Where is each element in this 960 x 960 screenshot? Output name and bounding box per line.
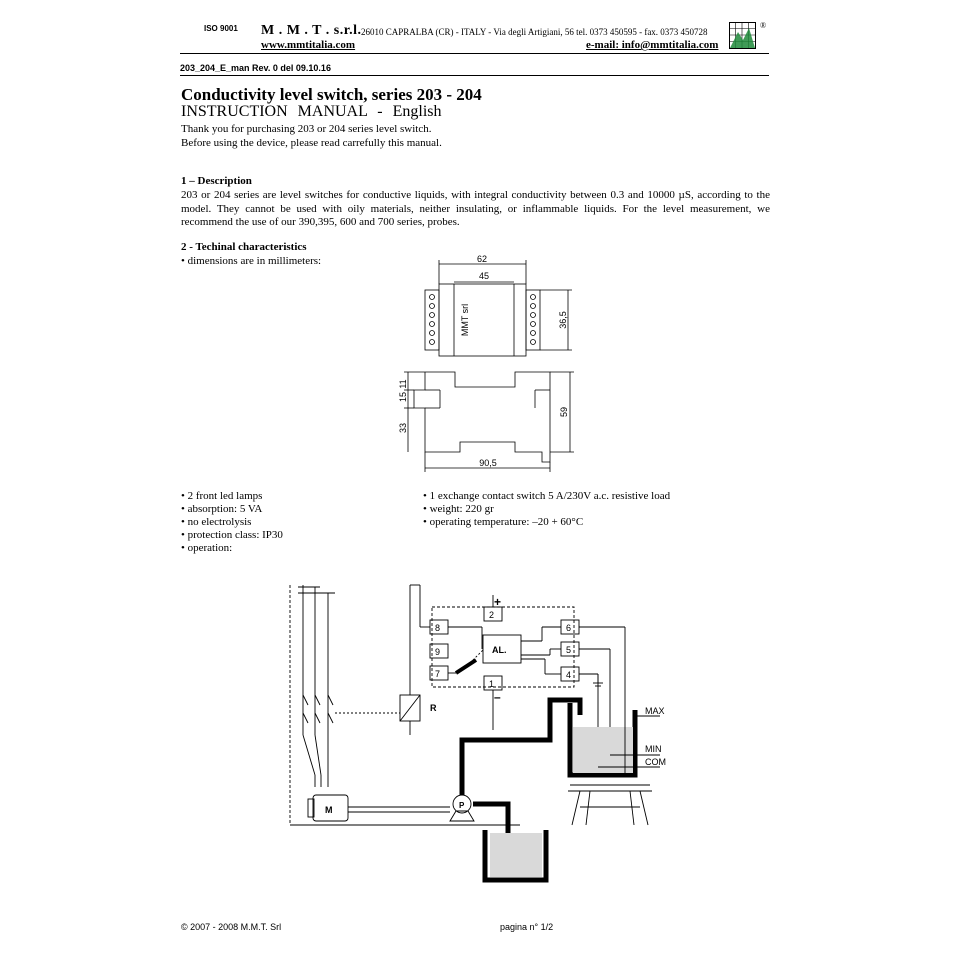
feature-item: • 2 front led lamps [181, 490, 263, 502]
feature-item: • absorption: 5 VA [181, 503, 263, 515]
terminal-2: 2 [489, 610, 495, 620]
dimension-drawing [390, 250, 590, 480]
intro-text [181, 123, 442, 150]
email-link[interactable]: e-mail: info@mmtitalia.com [586, 39, 719, 51]
footer-page-number: pagina n° 1/2 [500, 922, 554, 932]
feature-item: • no electrolysis [181, 516, 252, 528]
right-terminal-holes [531, 295, 536, 345]
company-logo-icon [729, 22, 756, 49]
feature-item: • operating temperature: –20 + 60°C [423, 516, 584, 528]
device-label: MMT srl [460, 303, 470, 337]
relay-label: R [430, 703, 437, 713]
section1-text: 203 or 204 series are level switches for conductive liquids, with integral conductivity between 0.3 and 10000 µS, according to the model. They cannot be used with oily materials, neither insulating, or inflammable liquids. For the level measurement, we recommend the use of our 390,395, 600 and 700 series, probes. [181, 189, 770, 228]
upper-tank-liquid [573, 727, 633, 773]
dim-36-5: 36,5 [558, 311, 568, 329]
page-title: Conductivity level switch, series 203 - 204 [181, 85, 482, 104]
dim-90-5: 90,5 [479, 458, 497, 468]
pump-label: P [459, 801, 465, 810]
registered-mark: ® [760, 21, 767, 30]
feature-item: • 1 exchange contact switch 5 A/230V a.c. resistive load [423, 490, 671, 502]
plus-sign: + [494, 595, 502, 609]
intro-line: Thank you for purchasing 203 or 204 series level switch. [181, 123, 432, 135]
terminal-9: 9 [435, 647, 441, 657]
level-com: COM [645, 757, 666, 767]
terminal-5: 5 [566, 645, 572, 655]
terminal-8: 8 [435, 623, 441, 633]
intro-line: Before using the device, please read carrefully this manual. [181, 136, 442, 149]
dim-11: 11 [398, 379, 408, 389]
top-view-right-block [526, 290, 540, 350]
company-address: 26010 CAPRALBA (CR) - ITALY - Via degli Artigiani, 56 tel. 0373 450595 - fax. 0373 450728 [361, 27, 708, 37]
operation-diagram [280, 575, 700, 895]
features-right [423, 490, 670, 529]
feature-item: • weight: 220 gr [423, 503, 494, 515]
dim-62: 62 [476, 254, 488, 264]
dimensions-note: • dimensions are in millimeters: [181, 255, 322, 267]
top-view-body [439, 284, 526, 356]
page-subtitle: INSTRUCTION MANUAL - English [181, 103, 442, 120]
terminal-4: 4 [566, 670, 572, 680]
dim-33: 33 [398, 422, 408, 434]
dim-15: 15 [398, 391, 408, 403]
terminal-6: 6 [566, 623, 572, 633]
company-name: M . M . T . s.r.l. [261, 23, 362, 38]
left-terminal-holes [430, 295, 435, 345]
level-max: MAX [645, 706, 665, 716]
minus-sign: – [494, 690, 501, 704]
document-reference: 203_204_E_man Rev. 0 del 09.10.16 [180, 63, 331, 73]
level-min: MIN [645, 744, 662, 754]
top-view-left-block [425, 290, 439, 350]
motor-label: M [325, 805, 333, 815]
feature-item: • protection class: IP30 [181, 529, 283, 541]
iso-label: ISO 9001 [204, 24, 238, 33]
dim-59: 59 [559, 406, 569, 418]
terminal-7: 7 [435, 669, 441, 679]
section2-heading: 2 - Techinal characteristics [181, 241, 307, 253]
footer-copyright: © 2007 - 2008 M.M.T. Srl [181, 922, 282, 932]
dim-45: 45 [478, 271, 490, 281]
header-rule [180, 53, 769, 54]
lower-tank-liquid [490, 833, 542, 877]
terminal-1: 1 [489, 679, 495, 689]
section1-heading: 1 – Description [181, 175, 252, 187]
docref-rule [180, 75, 769, 76]
feature-item: • operation: [181, 542, 233, 554]
alarm-label: AL. [492, 645, 507, 655]
website-link[interactable]: www.mmtitalia.com [261, 39, 356, 51]
features-left [181, 490, 283, 555]
